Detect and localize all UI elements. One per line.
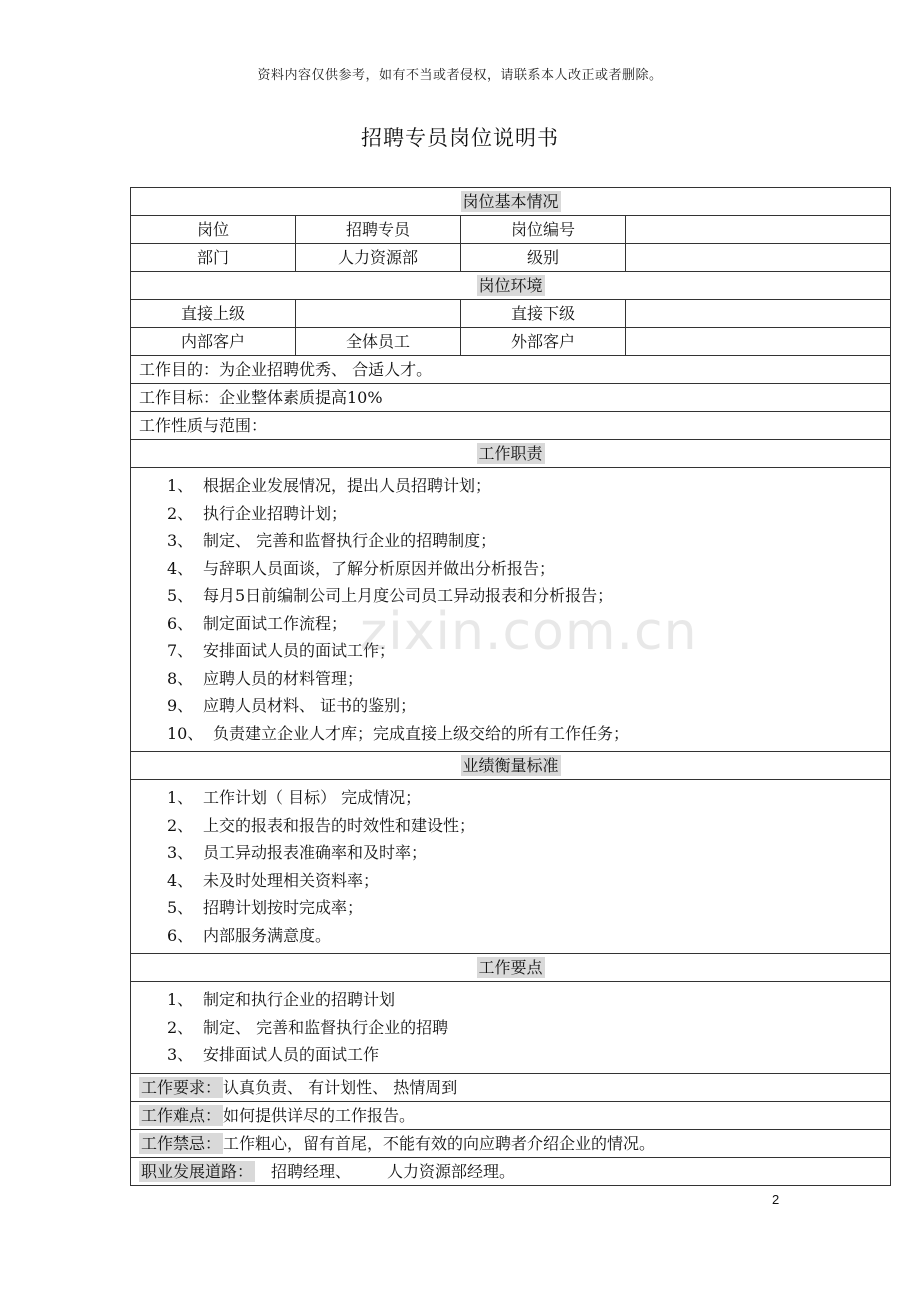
kpi-list-row (131, 780, 891, 954)
table-row (131, 356, 891, 384)
table-row (131, 1129, 891, 1157)
section-duties-header: 工作职责 (131, 440, 891, 468)
list-item: 2、 上交的报表和报告的时效性和建设性； (167, 815, 476, 835)
section-env-header: 岗位环境 (131, 272, 891, 300)
section-kpi-header: 业绩衡量标准 (131, 752, 891, 780)
table-row (131, 412, 891, 440)
post-no-value (626, 216, 891, 244)
table-row (131, 1073, 891, 1101)
list-item: 2、 执行企业招聘计划； (167, 503, 348, 523)
section-basic-header-row (131, 188, 891, 216)
level-label: 级别 (461, 244, 626, 272)
work-purpose: 工作目的：为企业招聘优秀、 合适人才。 (131, 356, 891, 384)
table-row (131, 1157, 891, 1185)
watermark: zixin.com.cn (360, 602, 698, 662)
section-duties-header-row (131, 440, 891, 468)
table-row (131, 328, 891, 356)
section-kpi-header-row (131, 752, 891, 780)
list-item: 1、 根据企业发展情况，提出人员招聘计划； (167, 476, 492, 495)
external-customer-value (626, 328, 891, 356)
external-customer-label: 外部客户 (461, 328, 626, 356)
work-difficulty: 工作难点： 如何提供详尽的工作报告。 (131, 1101, 891, 1129)
list-item: 3、 安排面试人员的面试工作 (167, 1045, 380, 1064)
disclaimer-header: 资料内容仅供参考，如有不当或者侵权，请联系本人改正或者删除。 (257, 68, 663, 83)
list-item: 5、 招聘计划按时完成率； (167, 898, 364, 917)
list-item: 1、 工作计划（ 目标） 完成情况； (167, 788, 422, 807)
list-item: 8、 应聘人员的材料管理； (167, 668, 364, 688)
table-row (131, 300, 891, 328)
list-item: 9、 应聘人员材料、 证书的鉴别； (167, 696, 417, 715)
keypoints-list (131, 982, 891, 1074)
career-path: 职业发展道路： 招聘经理、 人力资源部经理。 (131, 1157, 891, 1185)
superior-value (296, 300, 461, 328)
list-item: 7、 安排面试人员的面试工作； (167, 641, 396, 660)
table-row (131, 1101, 891, 1129)
list-item: 5、 每月5日前编制公司上月度公司员工异动报表和分析报告； (167, 586, 614, 605)
work-requirement: 工作要求： 认真负责、 有计划性、 热情周到 (131, 1073, 891, 1101)
list-item: 4、 与辞职人员面谈，了解分析原因并做出分析报告； (167, 558, 556, 578)
list-item: 6、 制定面试工作流程； (167, 613, 348, 633)
list-item: 4、 未及时处理相关资料率； (167, 870, 380, 890)
post-value: 招聘专员 (296, 216, 461, 244)
internal-customer-value: 全体员工 (296, 328, 461, 356)
list-item: 2、 制定、 完善和监督执行企业的招聘 (167, 1017, 449, 1037)
page-number: 2 (772, 1192, 780, 1207)
post-no-label: 岗位编号 (461, 216, 626, 244)
dept-value: 人力资源部 (296, 244, 461, 272)
section-keypoints-header-row (131, 954, 891, 982)
keypoints-list-row (131, 982, 891, 1074)
internal-customer-label: 内部客户 (131, 328, 296, 356)
work-scope: 工作性质与范围： (131, 412, 891, 440)
dept-label: 部门 (131, 244, 296, 272)
duties-list (131, 468, 891, 752)
table-row (131, 384, 891, 412)
superior-label: 直接上级 (131, 300, 296, 328)
duties-list-row (131, 468, 891, 752)
level-value (626, 244, 891, 272)
section-keypoints-header: 工作要点 (131, 954, 891, 982)
table-row (131, 216, 891, 244)
work-taboo: 工作禁忌： 工作粗心，留有首尾，不能有效的向应聘者介绍企业的情况。 (131, 1129, 891, 1157)
list-item: 6、 内部服务满意度。 (167, 925, 332, 945)
section-basic-header: 岗位基本情况 (131, 188, 891, 216)
list-item: 10、 负责建立企业人才库；完成直接上级交给的所有工作任务； (167, 723, 630, 743)
subordinate-value (626, 300, 891, 328)
table-row (131, 244, 891, 272)
list-item: 3、 制定、 完善和监督执行企业的招聘制度； (167, 531, 497, 550)
subordinate-label: 直接下级 (461, 300, 626, 328)
kpi-list (131, 780, 891, 954)
list-item: 1、 制定和执行企业的招聘计划 (167, 990, 396, 1009)
job-description-table (130, 187, 891, 1186)
list-item: 3、 员工异动报表准确率和及时率； (167, 843, 428, 862)
document-title: 招聘专员岗位说明书 (361, 126, 559, 150)
post-label: 岗位 (131, 216, 296, 244)
work-target: 工作目标：企业整体素质提高10% (131, 384, 891, 412)
section-env-header-row (131, 272, 891, 300)
